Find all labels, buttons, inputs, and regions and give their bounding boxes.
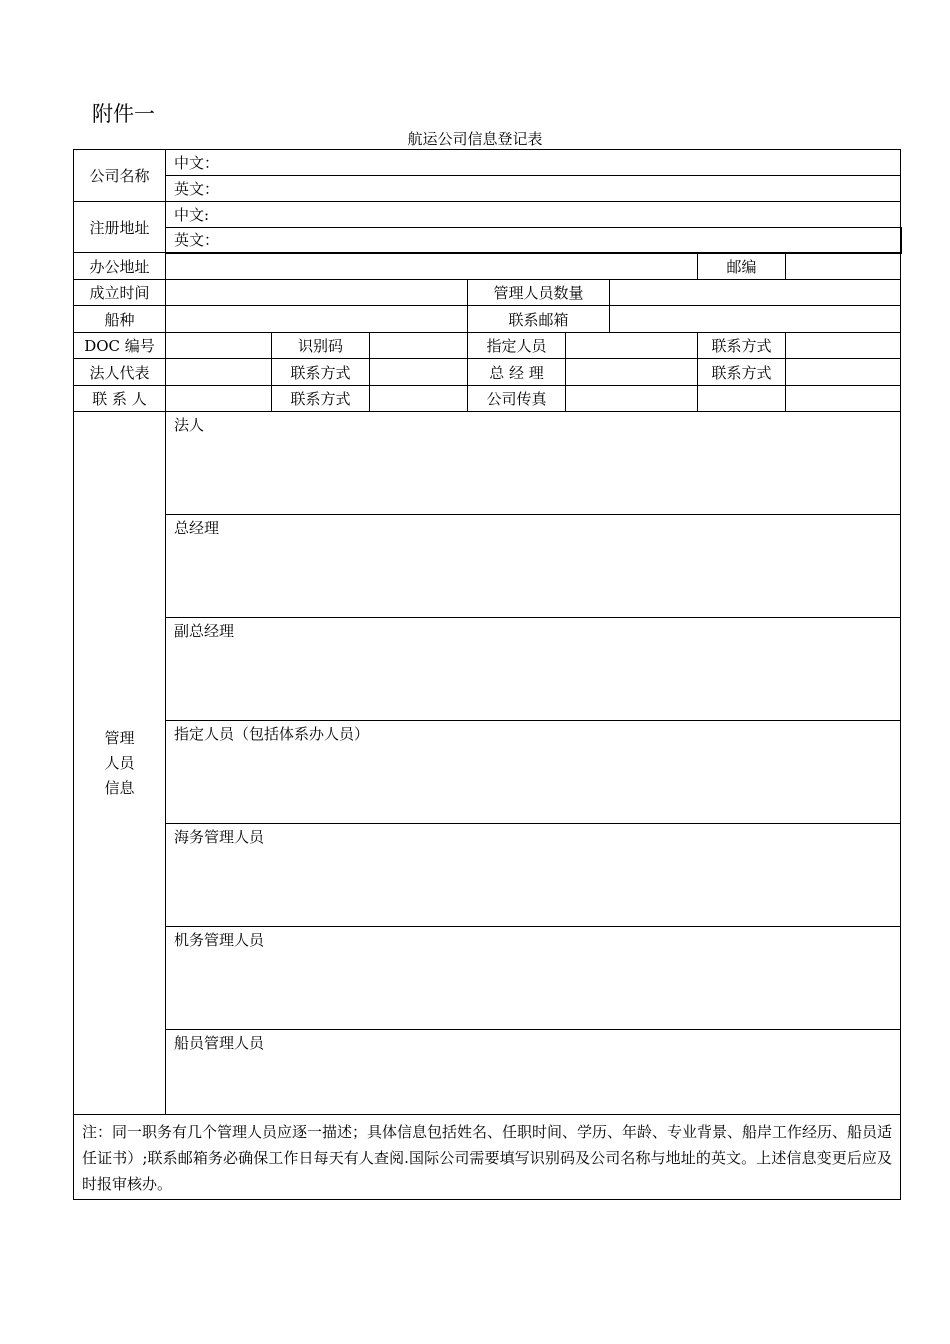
management-label-line: 人员	[104, 753, 135, 772]
contact-person-contact-label: 联系方式	[272, 386, 370, 412]
contact-person-field[interactable]	[166, 386, 272, 412]
founded-label: 成立时间	[74, 280, 166, 306]
technical-mgmt-section[interactable]: 机务管理人员	[166, 927, 901, 1030]
management-label-line: 管理	[104, 728, 135, 747]
postcode-label: 邮编	[698, 253, 786, 280]
company-name-label: 公司名称	[74, 150, 166, 202]
doc-label: DOC 编号	[74, 333, 166, 359]
reg-address-label: 注册地址	[74, 202, 166, 253]
legal-rep-label: 法人代表	[74, 359, 166, 386]
legal-rep-field[interactable]	[166, 359, 272, 386]
registration-form	[73, 149, 902, 1200]
reg-address-en-field[interactable]: 英文：	[166, 228, 901, 253]
legal-person-section[interactable]: 法人	[166, 412, 901, 515]
reg-address-cn-field[interactable]: 中文:	[166, 202, 901, 228]
legal-contact-label: 联系方式	[272, 359, 370, 386]
id-code-label: 识别码	[272, 333, 370, 359]
office-address-field[interactable]	[166, 253, 698, 280]
mgr-count-field[interactable]	[610, 280, 901, 306]
fax-label: 公司传真	[468, 386, 566, 412]
deputy-gm-section[interactable]: 副总经理	[166, 618, 901, 721]
id-code-field[interactable]	[370, 333, 468, 359]
extra-field-1[interactable]	[698, 386, 786, 412]
ship-type-label: 船种	[74, 306, 166, 333]
general-manager-section[interactable]: 总经理	[166, 515, 901, 618]
gm-contact-field[interactable]	[786, 359, 901, 386]
management-info-label	[74, 412, 166, 1115]
designated-person-section[interactable]: 指定人员（包括体系办人员）	[166, 721, 901, 824]
marine-mgmt-section[interactable]: 海务管理人员	[166, 824, 901, 927]
company-name-cn-field[interactable]: 中文：	[166, 150, 901, 176]
email-label: 联系邮箱	[468, 306, 610, 333]
form-title: 航运公司信息登记表	[407, 130, 543, 148]
contact-person-contact-field[interactable]	[370, 386, 468, 412]
contact-person-label: 联 系 人	[74, 386, 166, 412]
gm-field[interactable]	[566, 359, 698, 386]
founded-field[interactable]	[166, 280, 468, 306]
designated-contact-field[interactable]	[786, 333, 901, 359]
company-name-en-field[interactable]: 英文：	[166, 176, 901, 202]
legal-contact-field[interactable]	[370, 359, 468, 386]
email-field[interactable]	[610, 306, 901, 333]
ship-type-field[interactable]	[166, 306, 468, 333]
designated-field[interactable]	[566, 333, 698, 359]
designated-contact-label: 联系方式	[698, 333, 786, 359]
gm-label: 总 经 理	[468, 359, 566, 386]
mgr-count-label: 管理人员数量	[468, 280, 610, 306]
fax-field[interactable]	[566, 386, 698, 412]
designated-label: 指定人员	[468, 333, 566, 359]
form-note: 注：同一职务有几个管理人员应逐一描述；具体信息包括姓名、任职时间、学历、年龄、专业背景、船岸工作经历、船员适任证书）;联系邮箱务必确保工作日每天有人查阅.国际公司需要填写识别码及公司名称与地址的英文。上述信息变更后应及时报审核办。	[74, 1115, 901, 1200]
postcode-field[interactable]	[786, 253, 901, 280]
crew-mgmt-section[interactable]: 船员管理人员	[166, 1030, 901, 1115]
office-address-label: 办公地址	[74, 253, 166, 280]
attachment-label: 附件一	[92, 102, 155, 126]
gm-contact-label: 联系方式	[698, 359, 786, 386]
doc-field[interactable]	[166, 333, 272, 359]
extra-field-2[interactable]	[786, 386, 901, 412]
management-label-line: 信息	[104, 778, 135, 797]
